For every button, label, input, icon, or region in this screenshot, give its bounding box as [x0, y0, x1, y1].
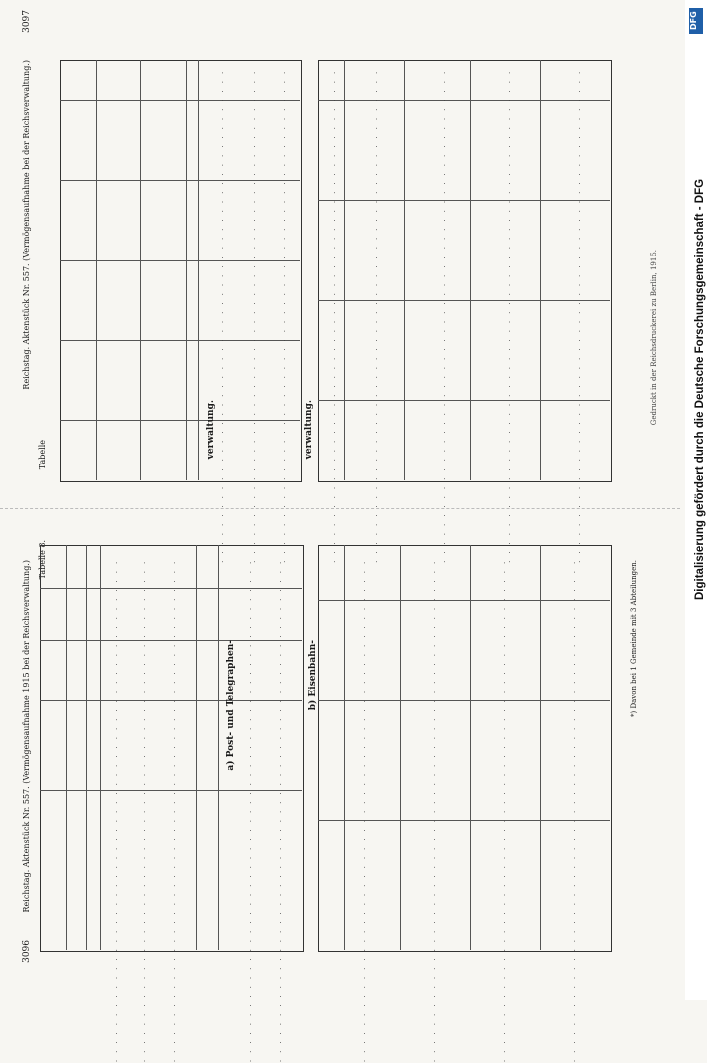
right-continuation: Tabelle: [38, 440, 47, 470]
dfg-logo: DFG: [689, 8, 703, 34]
left-section-b: b) Eisenbahn-: [308, 640, 318, 711]
scanned-page: 3096 Reichstag. Aktenstück Nr. 557. (Vermögensaufnahme 1915 bei der Reichsverwaltung.) Tabelle 8. a) Post- und Telegraphen- b) Eisenbahn- . . . . . . . . . . . . . . . . . . . . . . . . . . . . . . . . . . . . . . . . . . . . . . . . . . . . . . . . . . . . . . . . . . . . . . . . . . . . . . . . . . . . . . . . . . . . . . . . . . . . . . . . . . . . . . . . . . . . . . . . . . . . . . . . . . . . . . . . . . . . . . . . . . . . . . . . . . . . . . . . . . . . . . . . . . . . . . . . . . . . . . . . . . . . . . . . . . . . . . . . . . . . . . . . . . . . . . . . . . . . . . . . . . . . . . . . . . . . . . . . . . . . . . . . . . . . . . . . . . . . . . . . . . . . . . . . . . . . . . . . . . . . . . . . . . . . . . . . . . . . . . . . . . . . . . . . . . . . . . . . . . . . . . . . . . . . . . . . . . . . . . . . . . . . . . . . . . . . . . . . . . . . . . . . . . . . . . . . . . . . . . . . . . . . . . . . . . . . . . . . . . . . . . . . . . . . . . . . . . . . . . . . . . . . . . . . . . . . . . . . . . . . . . . . . . . . . . . . . . . . . . . . . . . . . . . . . . . . . . . . . . . . . . . . . . . . . . . *) Davon bei 1 Gemeinde mit 3 Abteilungen. 3097 Reichstag. Aktenstück Nr. 557. (Vermögensaufnahme bei der Reichsverwaltung.) Tabelle verwaltung. . . . . . . . . . . . . . . . . . . . . . . . . . . . . . . . . . . . . . . . . . . . . . . . . . . . . . . . . . . . . . . . . . . . . . . . . . . . . . . . . . . . . . . . . . . . . . . . . . . . . . . . . . . . . . . . . . . . . . . . . . . . . . . . . . . . . . . . . . . . . . . . . . . . . . . . . . . . . . . . . . . verwaltung. . . . . . . . . . . . . . . . . . . . . . . . . . . . . . . . . . . . . . . . . . . . . . . . . . . . . . . . . . . . . . . . . . . . . . . . . . . . . . . . . . . . . . . . . . . . . . . . . . . . . . . . . . . . . . . . . . . . . . . . . . . . . . . . . . . . . . . . . . . . . . . . . . . . . . . . . . . . . . . . . . . . . . . . . . . . . . . . . . . . . . . . . . . . . . . . . . . . . . . . . . . . . . . . . . . . . . . . . . . . . . . . . . . . . . . . . . . . . . . . . . . . . . . . . . . . . . . . . . . . . . . . . . . . . . . Gedruckt in der Reichsdruckerei zu Berlin, 1915. DFG Digitalisierung gefördert durch die Deutsche Forschungsgemeinschaft - DFG: [0, 0, 707, 1000]
left-running-header: Reichstag. Aktenstück Nr. 557. (Vermögensaufnahme 1915 bei der Reichsverwaltung.): [22, 560, 31, 913]
left-section-a: a) Post- und Telegraphen-: [226, 640, 236, 771]
dfg-sidebar: [685, 0, 707, 1000]
left-table-label: Tabelle 8.: [38, 540, 47, 580]
right-running-header: Reichstag. Aktenstück Nr. 557. (Vermögensaufnahme bei der Reichsverwaltung.): [22, 60, 31, 390]
right-table-lower: [318, 60, 612, 482]
right-page-number: 3097: [22, 10, 32, 33]
page-fold: [0, 508, 680, 509]
left-footnote: *) Davon bei 1 Gemeinde mit 3 Abteilungen.: [630, 560, 638, 717]
right-section-b: verwaltung.: [304, 400, 314, 460]
dfg-banner: Digitalisierung gefördert durch die Deutsche Forschungsgemeinschaft - DFG: [694, 178, 706, 600]
right-section-a: verwaltung.: [206, 400, 216, 460]
right-footer: Gedruckt in der Reichsdruckerei zu Berlin, 1915.: [650, 250, 658, 426]
left-page-number: 3096: [22, 940, 32, 963]
